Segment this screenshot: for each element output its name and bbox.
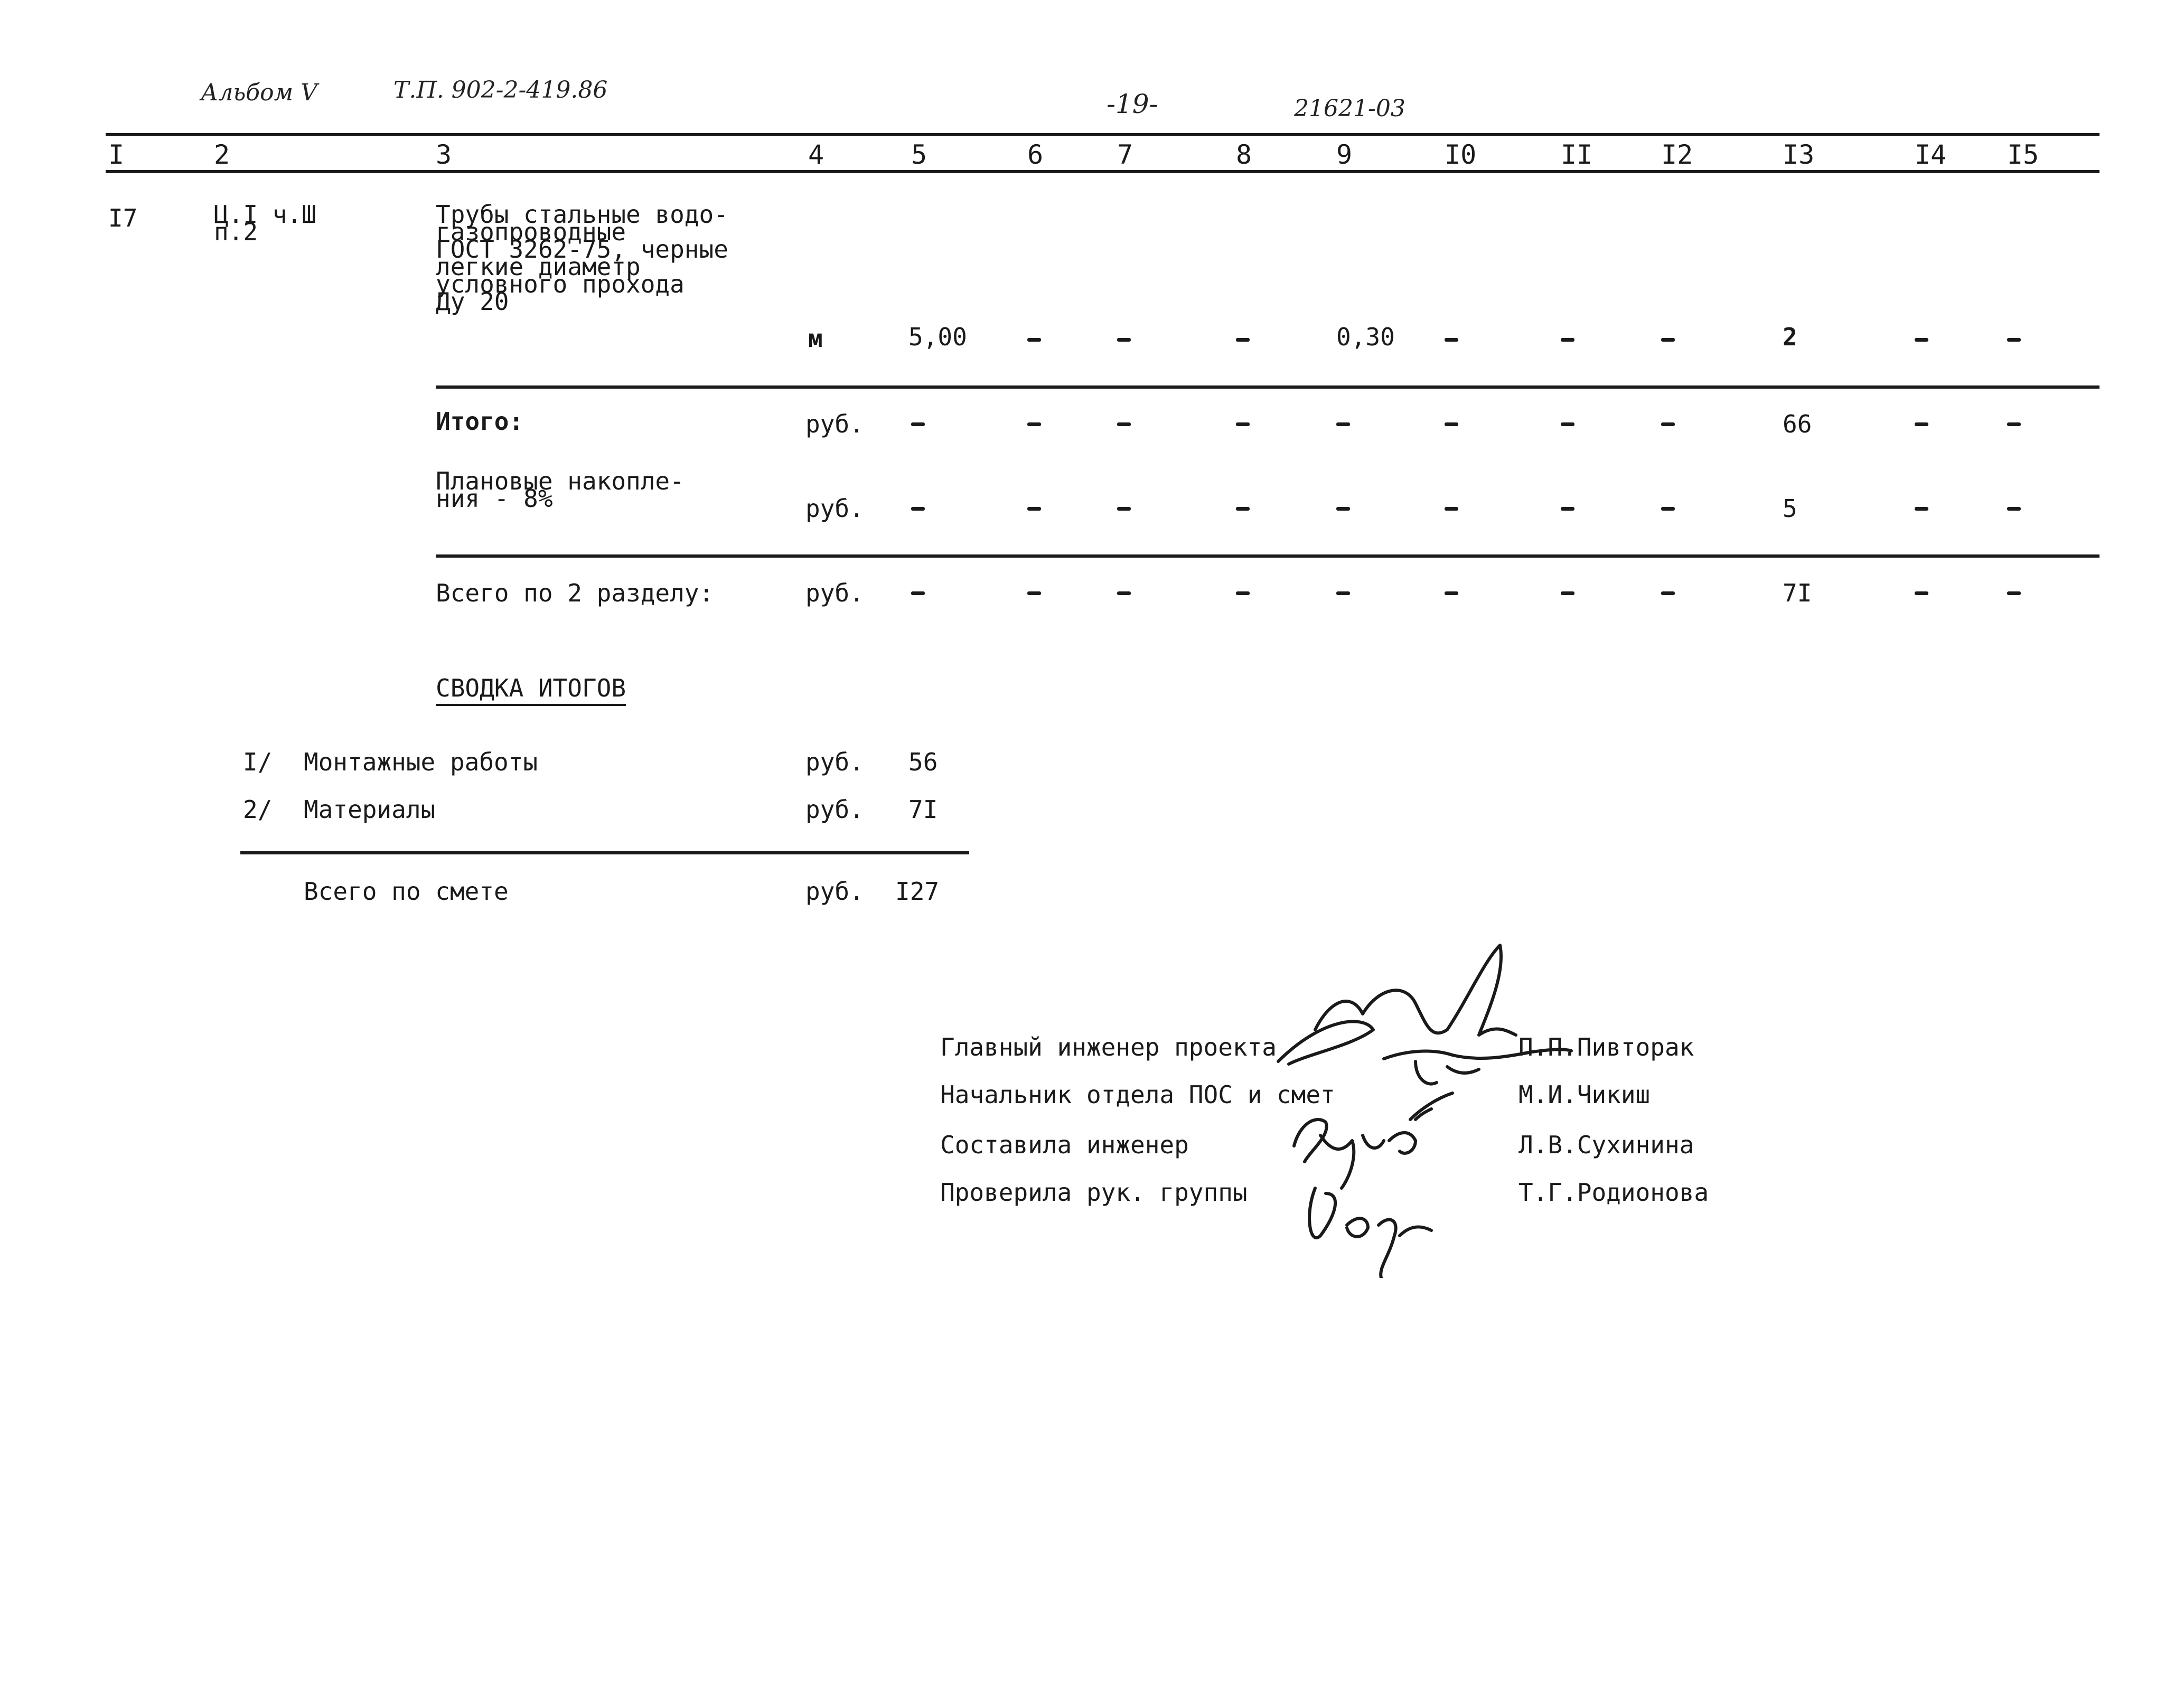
header-bottom-rule bbox=[106, 170, 2099, 173]
empty-cell-dash bbox=[1117, 507, 1131, 511]
empty-cell-dash bbox=[1117, 338, 1131, 342]
empty-cell-dash bbox=[1915, 422, 1928, 426]
signature-role: Составила инженер bbox=[940, 1131, 1189, 1159]
column-number: 4 bbox=[808, 139, 824, 170]
item-col13-value: 2 bbox=[1783, 323, 1797, 351]
section-total-label: Всего по 2 разделу: bbox=[436, 579, 714, 607]
estimate-total-value: I27 bbox=[895, 877, 940, 906]
summary-row-number: 2/ bbox=[243, 795, 273, 824]
empty-cell-dash bbox=[1561, 338, 1574, 342]
item-col9-value: 0,30 bbox=[1336, 323, 1395, 351]
column-number: 3 bbox=[436, 139, 452, 170]
empty-cell-dash bbox=[1236, 338, 1250, 342]
empty-cell-dash bbox=[1117, 591, 1131, 595]
empty-cell-dash bbox=[1561, 507, 1574, 511]
estimate-total-unit: руб. bbox=[805, 877, 864, 906]
signature-name: М.И.Чикиш bbox=[1519, 1080, 1651, 1109]
summary-row-value: 7I bbox=[908, 795, 938, 824]
column-number: 7 bbox=[1117, 139, 1133, 170]
summary-row-unit: руб. bbox=[805, 748, 864, 776]
summary-title: СВОДКА ИТОГОВ bbox=[436, 674, 626, 702]
item-reference: Ц.I ч.Ш п.2 bbox=[214, 200, 316, 246]
empty-cell-dash bbox=[1915, 591, 1928, 595]
empty-cell-dash bbox=[1915, 338, 1928, 342]
column-number: 8 bbox=[1236, 139, 1252, 170]
planned-savings-col13: 5 bbox=[1783, 494, 1797, 523]
empty-cell-dash bbox=[1661, 591, 1675, 595]
signature-name: П.П.Пивторак bbox=[1519, 1033, 1694, 1061]
column-number: I4 bbox=[1915, 139, 1947, 170]
column-number: 5 bbox=[911, 139, 927, 170]
column-number: 6 bbox=[1027, 139, 1044, 170]
empty-cell-dash bbox=[1117, 422, 1131, 426]
column-number: I0 bbox=[1445, 139, 1477, 170]
empty-cell-dash bbox=[1915, 507, 1928, 511]
signature-role: Начальник отдела ПОС и смет bbox=[940, 1080, 1335, 1109]
header-top-rule bbox=[106, 133, 2099, 136]
section-total-unit: руб. bbox=[805, 579, 864, 607]
empty-cell-dash bbox=[1027, 422, 1041, 426]
column-number: 9 bbox=[1336, 139, 1353, 170]
empty-cell-dash bbox=[1336, 507, 1350, 511]
column-number: I2 bbox=[1661, 139, 1693, 170]
estimate-total-label: Всего по смете bbox=[304, 877, 509, 906]
signature-role: Проверила рук. группы bbox=[940, 1178, 1248, 1207]
empty-cell-dash bbox=[1236, 507, 1250, 511]
album-label: Альбом V bbox=[201, 79, 317, 106]
column-number: II bbox=[1561, 139, 1593, 170]
column-number: I5 bbox=[2007, 139, 2039, 170]
empty-cell-dash bbox=[911, 591, 925, 595]
empty-cell-dash bbox=[1445, 591, 1458, 595]
section-rule bbox=[436, 554, 2099, 558]
summary-rule bbox=[240, 851, 969, 854]
planned-savings-label: Плановые накопле- ния - 8% bbox=[436, 467, 685, 513]
document-code: 21621-03 bbox=[1294, 95, 1405, 122]
summary-row-value: 56 bbox=[908, 748, 938, 776]
project-code: Т.П. 902-2-419.86 bbox=[393, 77, 608, 104]
empty-cell-dash bbox=[911, 422, 925, 426]
signature-name: Т.Г.Родионова bbox=[1519, 1178, 1709, 1207]
item-description: Трубы стальные водо- газопроводные ГОСТ 3262-75, черные легкие диаметр условного прохода Ду 20 bbox=[436, 200, 728, 316]
section-rule bbox=[436, 385, 2099, 389]
empty-cell-dash bbox=[1027, 507, 1041, 511]
summary-row-unit: руб. bbox=[805, 795, 864, 824]
empty-cell-dash bbox=[1661, 338, 1675, 342]
column-number: I bbox=[108, 139, 125, 170]
signature-role: Главный инженер проекта bbox=[940, 1033, 1277, 1061]
summary-row-label: Монтажные работы bbox=[304, 748, 538, 776]
item-unit: м bbox=[808, 324, 823, 353]
empty-cell-dash bbox=[1027, 338, 1041, 342]
empty-cell-dash bbox=[1445, 422, 1458, 426]
subtotal-col13: 66 bbox=[1783, 410, 1812, 438]
empty-cell-dash bbox=[1236, 591, 1250, 595]
page-number: -19- bbox=[1107, 89, 1158, 119]
item-quantity: 5,00 bbox=[908, 323, 967, 351]
empty-cell-dash bbox=[2007, 591, 2021, 595]
section-total-col13: 7I bbox=[1783, 579, 1812, 607]
empty-cell-dash bbox=[1661, 422, 1675, 426]
column-number: 2 bbox=[214, 139, 230, 170]
empty-cell-dash bbox=[2007, 422, 2021, 426]
summary-row-number: I/ bbox=[243, 748, 273, 776]
empty-cell-dash bbox=[1561, 422, 1574, 426]
empty-cell-dash bbox=[1027, 591, 1041, 595]
signature-name: Л.В.Сухинина bbox=[1519, 1131, 1694, 1159]
empty-cell-dash bbox=[1445, 338, 1458, 342]
subtotal-unit: руб. bbox=[805, 410, 864, 438]
empty-cell-dash bbox=[1236, 422, 1250, 426]
empty-cell-dash bbox=[1336, 591, 1350, 595]
empty-cell-dash bbox=[1661, 507, 1675, 511]
item-number: I7 bbox=[108, 204, 138, 232]
handwritten-signatures bbox=[1257, 940, 1574, 1278]
empty-cell-dash bbox=[1561, 591, 1574, 595]
summary-row-label: Материалы bbox=[304, 795, 436, 824]
column-number: I3 bbox=[1783, 139, 1815, 170]
empty-cell-dash bbox=[2007, 507, 2021, 511]
subtotal-label: Итого: bbox=[436, 407, 524, 436]
empty-cell-dash bbox=[2007, 338, 2021, 342]
planned-savings-unit: руб. bbox=[805, 494, 864, 523]
empty-cell-dash bbox=[1336, 422, 1350, 426]
empty-cell-dash bbox=[1445, 507, 1458, 511]
empty-cell-dash bbox=[911, 507, 925, 511]
